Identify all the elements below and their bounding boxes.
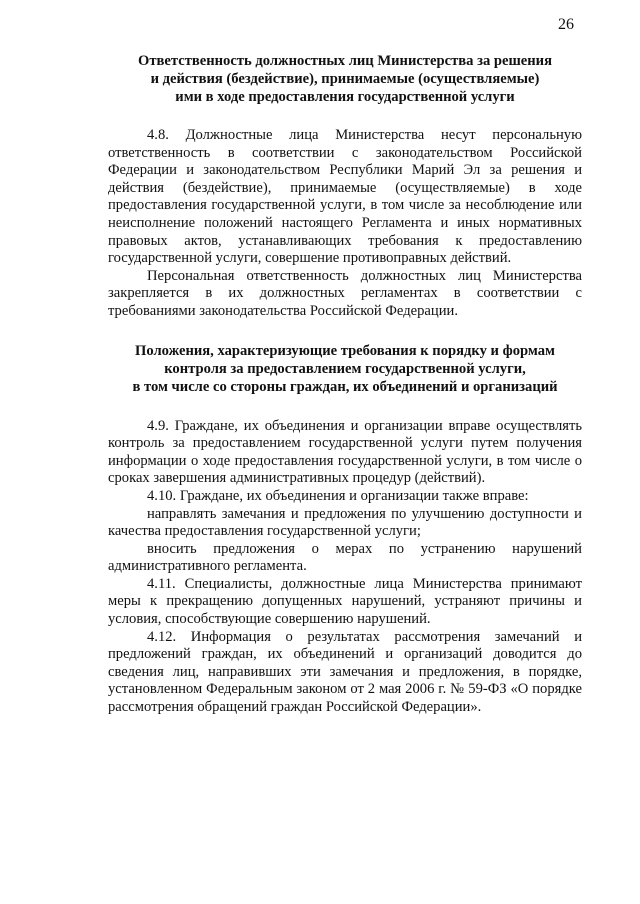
paragraph-4-12: 4.12. Информация о результатах рассмотрения замечаний и предложений граждан, их объединений и организаций доводится до сведения лиц, направивших эти замечания и предложения, в порядке, установленном Федеральным законом от 2 мая 2006 г. № 59-ФЗ «О порядке рассмотрения обращений граждан Российской Федерации».: [108, 628, 582, 716]
paragraph-personal-responsibility: Персональная ответственность должностных лиц Министерства закрепляется в их должностных регламентах в соответствии с требованиями законодательства Российской Федерации.: [108, 267, 582, 319]
paragraph-4-9: 4.9. Граждане, их объединения и организации вправе осуществлять контроль за предоставлением государственной услуги путем получения информации о ходе предоставления государственной услуги, в том числе о сроках завершения административных процедур (действий).: [108, 417, 582, 487]
section-heading-control: [108, 342, 582, 396]
page-number: 26: [558, 16, 574, 33]
heading-line: и действия (бездействие), принимаемые (осуществляемые): [150, 71, 540, 87]
heading-line: Положения, характеризующие требования к порядку и формам: [135, 342, 555, 359]
paragraph-submit-proposals: вносить предложения о мерах по устранению нарушений административного регламента.: [108, 540, 582, 575]
heading-line: ими в ходе предоставления государственной услуги: [175, 89, 515, 105]
paragraph-send-remarks: направлять замечания и предложения по улучшению доступности и качества предоставления государственной услуги;: [108, 505, 582, 540]
paragraph-4-11: 4.11. Специалисты, должностные лица Министерства принимают меры к прекращению допущенных нарушений, устраняют причины и условия, способствующие совершению нарушений.: [108, 575, 582, 628]
paragraph-4-10: 4.10. Граждане, их объединения и организации также вправе:: [147, 487, 529, 504]
heading-line: Ответственность должностных лиц Министерства за решения: [138, 53, 552, 69]
section-heading-responsibility: [108, 52, 582, 106]
heading-line: контроля за предоставлением государственной услуги,: [164, 360, 526, 377]
heading-line: в том числе со стороны граждан, их объединений и организаций: [132, 378, 558, 395]
document-body: [108, 52, 582, 717]
paragraph-4-8: 4.8. Должностные лица Министерства несут персональную ответственность в соответствии с законодательством Российской Федерации и законодательством Республики Марий Эл за решения и действия (бездействие), принимаемые (осуществляемые) в ходе предоставления государственной услуги, в том числе за несоблюдение или неисполнение положений настоящего Регламента и иных нормативных правовых актов, устанавливающих требования к предоставлению государственной услуги, совершение противоправных действий.: [108, 127, 582, 267]
